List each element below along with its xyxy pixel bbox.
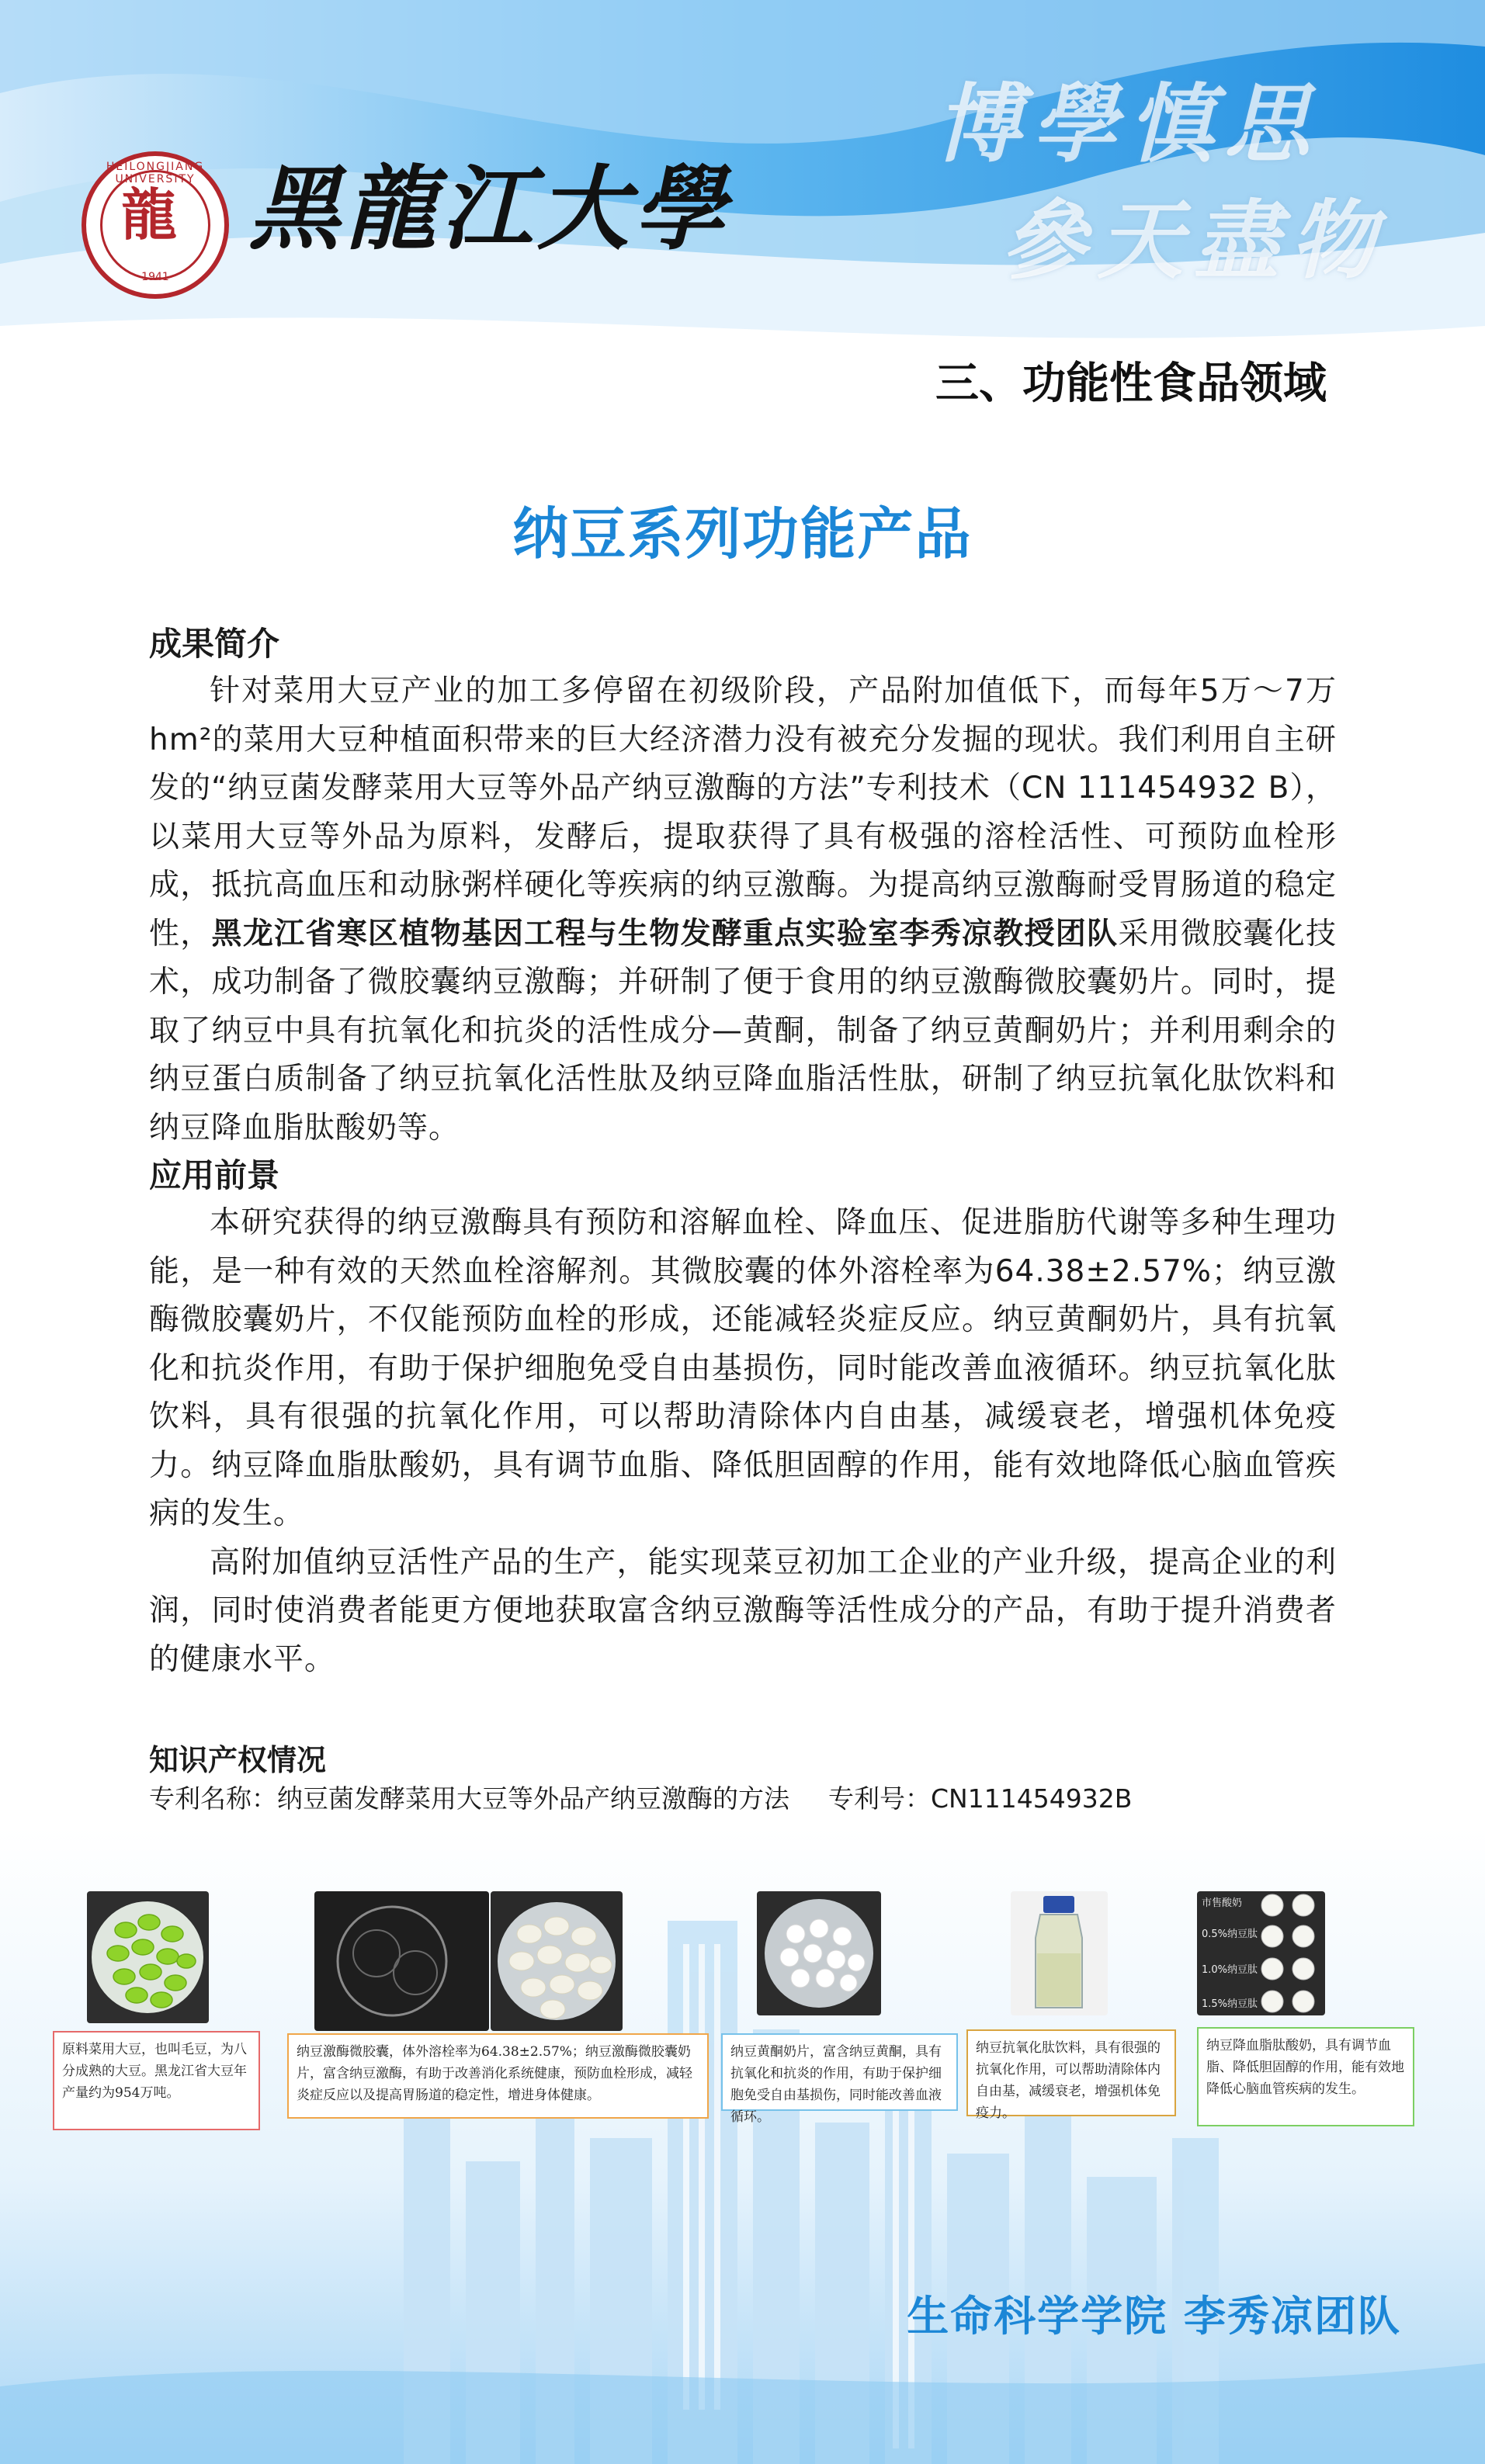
logo-ring-text: HEILONGJIANG UNIVERSITY [106,161,205,185]
university-logo [82,151,229,299]
summary-team-highlight: 黑龙江省寒区植物基因工程与生物发酵重点实验室李秀凉教授团队 [211,916,1119,951]
logo-year: 1941 [141,271,169,283]
application-paragraph-2: 高附加值纳豆活性产品的生产，能实现菜豆初加工企业的产业升级，提高企业的利润，同时使消费者能更方便地获取富含纳豆激酶等活性成分的产品，有助于提升消费者的健康水平。 [149,1544,1337,1677]
yogurt-photo [1197,1891,1325,2015]
ip-heading: 知识产权情况 [149,1743,327,1777]
yogurt-label-1: 0.5%纳豆肽 [1202,1929,1258,1940]
patent-info [149,1779,1132,1815]
university-name: 黑龍江大學 [248,154,730,262]
main-content [149,621,1337,1684]
logo-emblem: 龍 [121,182,178,248]
caption-yogurt: 纳豆降血脂肽酸奶，具有调节血脂、降低胆固醇的作用，能有效地降低心脑血管疾病的发生。 [1197,2027,1414,2126]
summary-paragraph [149,667,1337,1152]
yogurt-label-3: 1.5%纳豆肽 [1202,1998,1258,2010]
yogurt-label-2: 1.0%纳豆肽 [1202,1964,1258,1976]
summary-text-1: 针对菜用大豆产业的加工多停留在初级阶段，产品附加值低下，而每年5万～7万hm²的菜用大豆种植面积带来的巨大经济潜力没有被充分发掘的现状。我们利用自主研发的“纳豆菌发酵菜用大豆等外品产纳豆激酶的方法”专利技术（CN 111454932 B），以菜用大豆等外品为原料，发酵后，提取获得了具有极强的溶栓活性、可预防血栓形成，抵抗高血压和动脉粥样硬化等疾病的纳豆激酶。为提高纳豆激酶耐受胃肠道的稳定性， [149,674,1337,951]
patent-number: 专利号：CN111454932B [828,1783,1133,1814]
caption-microcapsule: 纳豆激酶微胶囊，体外溶栓率为64.38±2.57%；纳豆激酶微胶囊奶片，富含纳豆激酶，有助于改善消化系统健康，预防血栓形成，减轻炎症反应以及提高胃肠道的稳定性，增进身体健康。 [287,2033,709,2119]
peptide-drink-photo [1011,1891,1108,2015]
application-paragraph-1: 本研究获得的纳豆激酶具有预防和溶解血栓、降血压、促进脂肪代谢等多种生理功能，是一种有效的天然血栓溶解剂。其微胶囊的体外溶栓率为64.38±2.57%；纳豆激酶微胶囊奶片，不仅能预防血栓的形成，还能减轻炎症反应。纳豆黄酮奶片，具有抗氧化和抗炎作用，有助于保护细胞免受自由基损伤，同时能改善血液循环。纳豆抗氧化肽饮料，具有很强的抗氧化作用，可以帮助清除体内自由基，减缓衰老，增强机体免疫力。纳豆降血脂肽酸奶，具有调节血脂、降低胆固醇的作用，能有效地降低心脑血管疾病的发生。 [149,1205,1337,1531]
caption-flavone: 纳豆黄酮奶片，富含纳豆黄酮，具有抗氧化和抗炎的作用，有助于保护细胞免受自由基损伤，同时能改善血液循环。 [721,2033,958,2111]
milk-tablet-photo [491,1891,623,2031]
yogurt-label-0: 市售酸奶 [1202,1897,1243,1909]
caption-peptide-drink: 纳豆抗氧化肽饮料，具有很强的抗氧化作用，可以帮助清除体内自由基，减缓衰老，增强机体免疫力。 [966,2029,1176,2116]
motto-line-1: 博學慎思 [935,74,1320,174]
summary-heading: 成果简介 [149,625,280,663]
patent-name: 专利名称：纳豆菌发酵菜用大豆等外品产纳豆激酶的方法 [149,1783,789,1814]
summary-text-2: 采用微胶囊化技术，成功制备了微胶囊纳豆激酶；并研制了便于食用的纳豆激酶微胶囊奶片。同时，提取了纳豆中具有抗氧化和抗炎的活性成分—黄酮，制备了纳豆黄酮奶片；并利用剩余的纳豆蛋白质制备了纳豆抗氧化活性肽及纳豆降血脂活性肽，研制了纳豆抗氧化肽饮料和纳豆降血脂肽酸奶等。 [149,916,1337,1145]
flavone-tablet-photo [757,1891,881,2015]
edamame-photo [87,1891,209,2023]
team-credit: 生命科学学院 李秀凉团队 [907,2292,1401,2341]
page-title: 纳豆系列功能产品 [512,501,973,567]
motto-line-2: 參天盡物 [1001,190,1386,290]
application-heading: 应用前景 [149,1156,280,1194]
yogurt-cups [1253,1891,1325,2015]
section-title: 三、功能性食品领域 [935,359,1327,409]
microcapsule-photo [314,1891,489,2031]
caption-edamame: 原料菜用大豆，也叫毛豆，为八分成熟的大豆。黑龙江省大豆年产量约为954万吨。 [53,2031,260,2130]
